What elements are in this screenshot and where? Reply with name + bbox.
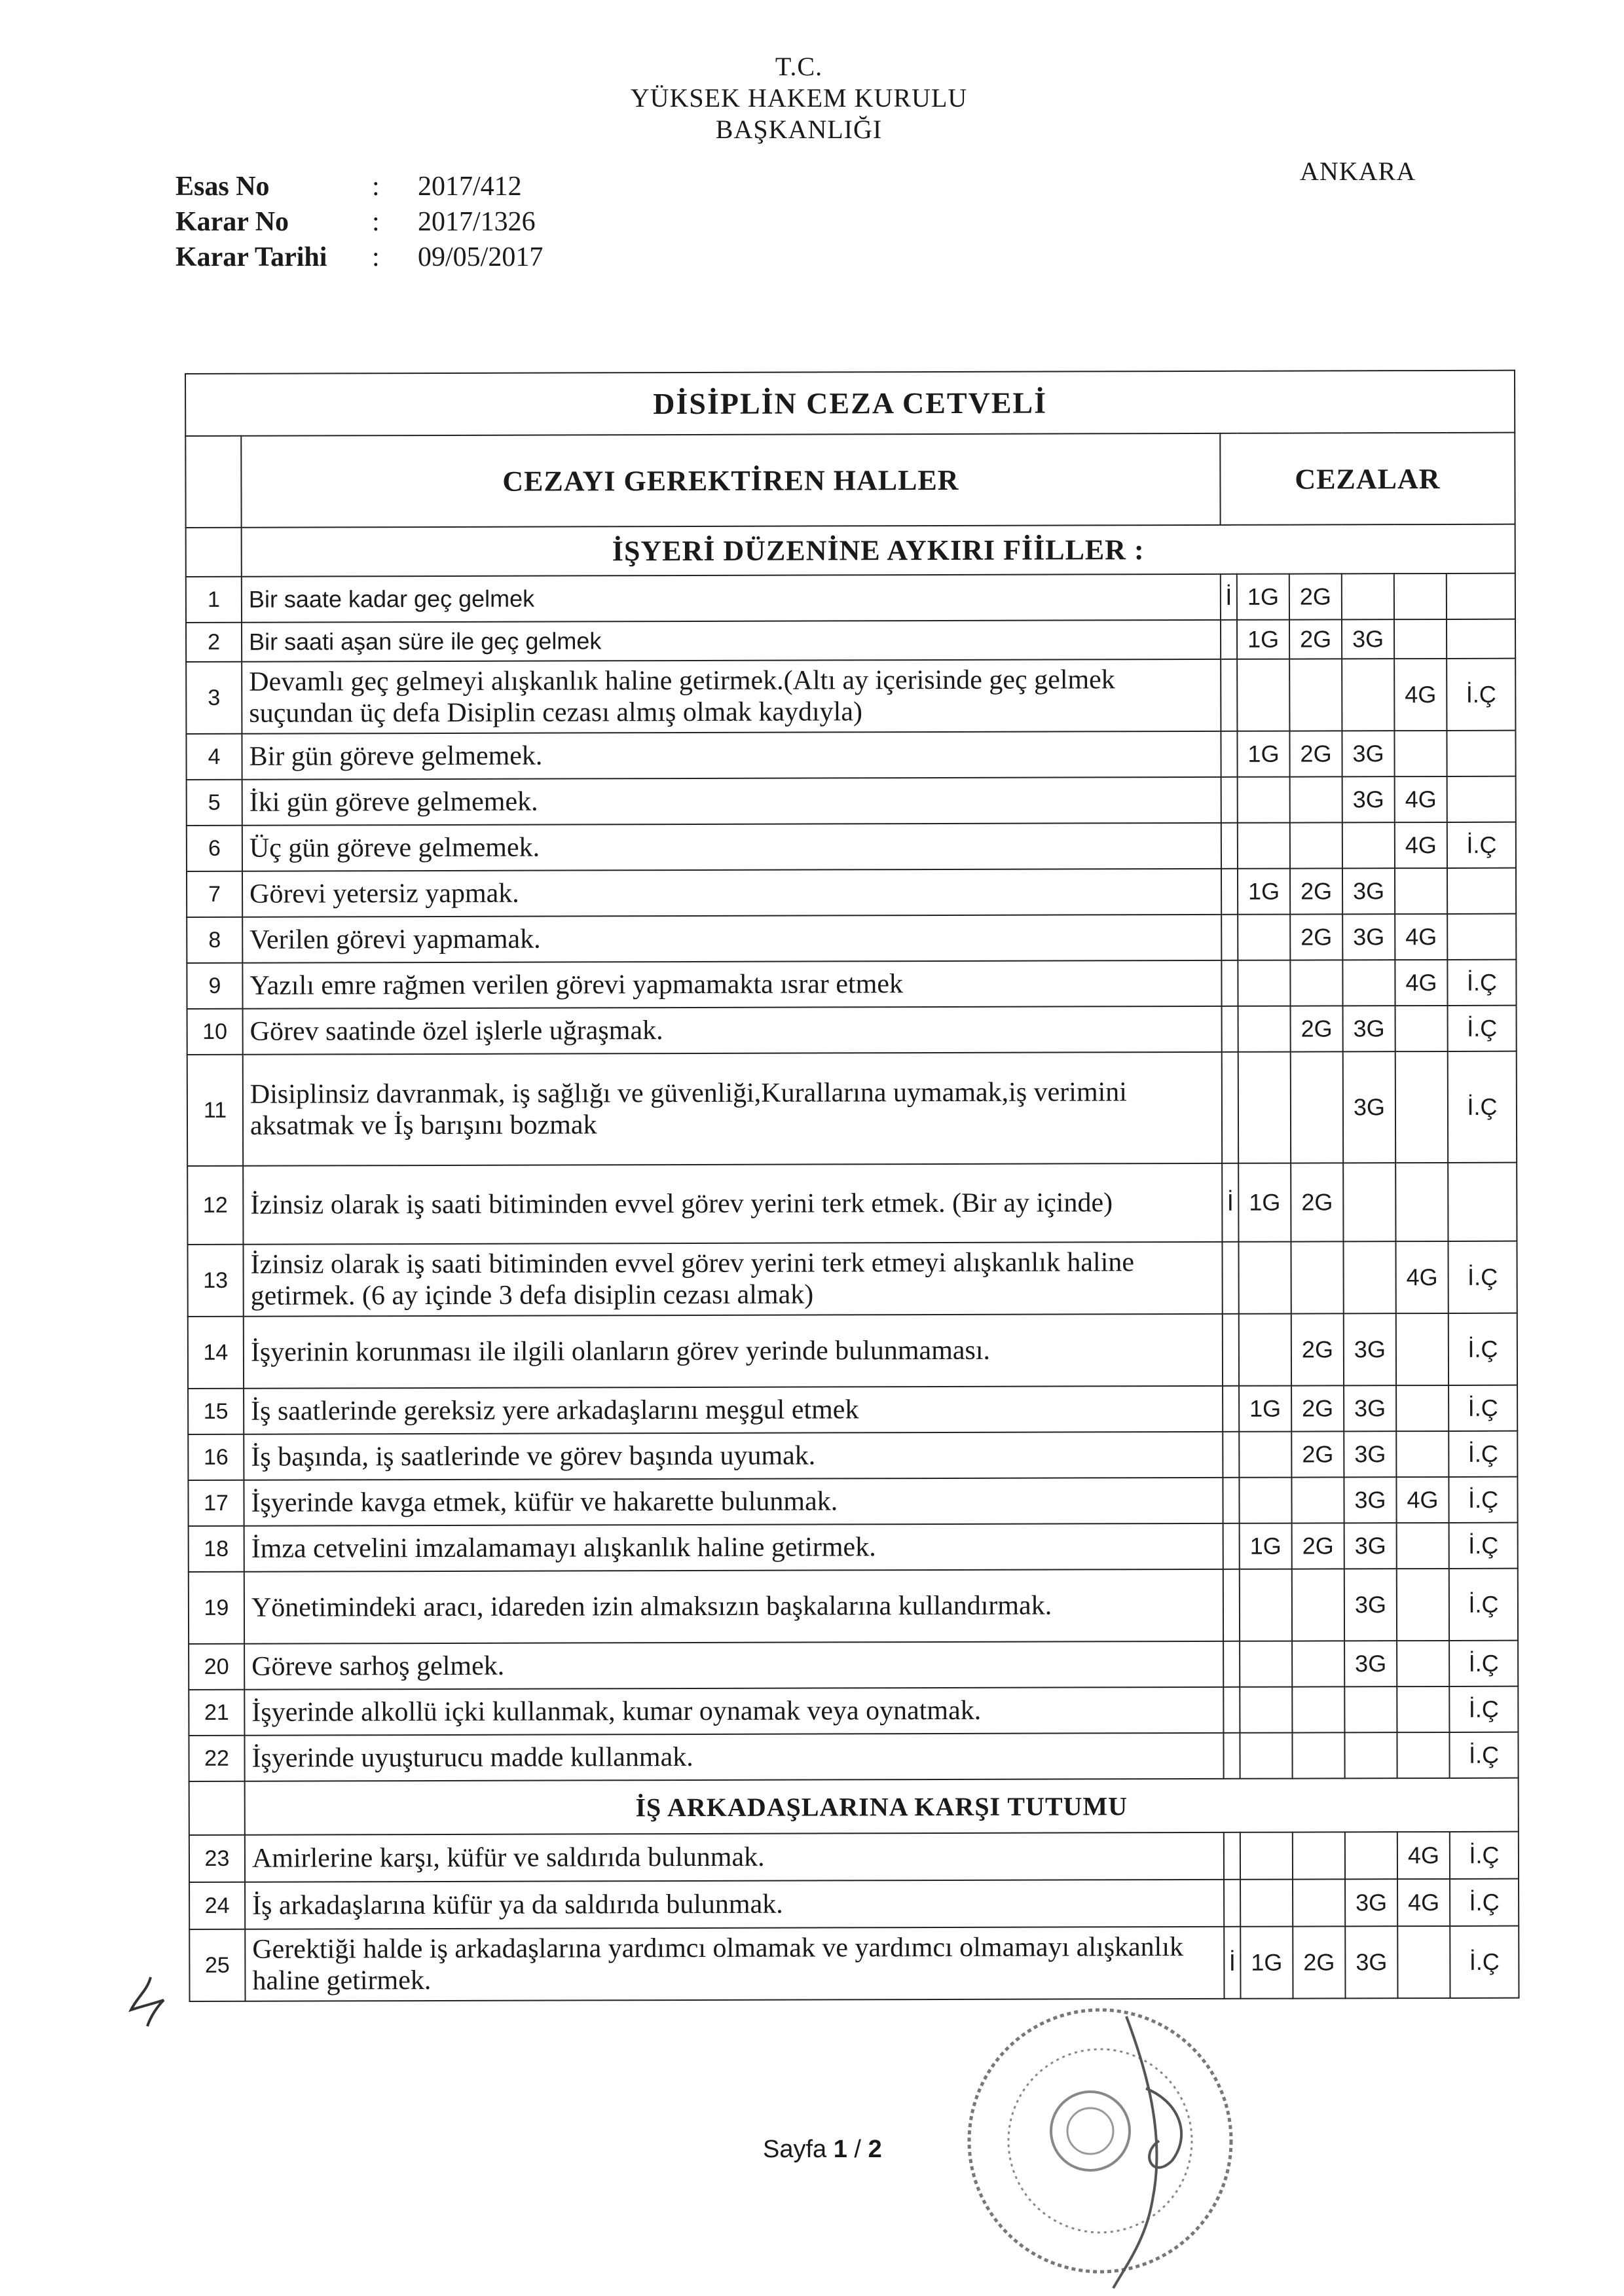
meta-label: Karar Tarihi [175,242,327,272]
penalty-cell [1397,1732,1449,1778]
section-title: İŞYERİ DÜZENİNE AYKIRI FİİLLER : [242,524,1515,577]
offense-text: Disiplinsiz davranmak, iş sağlığı ve güvenliği,Kurallarına uymamak,iş verimini aksatmak ve İş barışını bozmak [243,1052,1222,1166]
penalty-cell: İ [1222,1163,1238,1242]
penalty-cell [1291,1477,1344,1523]
meta-colon: : [372,242,380,272]
row-number: 4 [186,734,242,780]
penalty-cell: İ.Ç [1448,1241,1517,1313]
penalty-cell: 2G [1291,1313,1344,1385]
footer-prefix: Sayfa [763,2136,834,2163]
meta-row [175,204,543,240]
penalty-cell: 4G [1396,1477,1449,1523]
offense-text: Görevi yetersiz yapmak. [242,869,1221,917]
penalty-cell [1240,1569,1292,1641]
penalty-cell [1223,1569,1240,1641]
row-number: 12 [187,1166,243,1245]
row-number: 17 [188,1480,244,1526]
offense-text: Bir saate kadar geç gelmek [242,574,1221,623]
penalty-cell: 4G [1395,822,1447,868]
penalty-cell [1292,1732,1344,1778]
table-row [187,868,1516,917]
case-meta [175,169,543,275]
row-number: 25 [189,1929,245,2001]
row-number: 19 [189,1572,244,1644]
row-number: 1 [186,577,242,623]
penalty-cell: 3G [1342,868,1395,914]
penalty-cell: İ.Ç [1449,1477,1517,1523]
row-number: 11 [187,1055,243,1166]
row-number: 15 [188,1389,244,1434]
penalty-cell: 3G [1343,1051,1395,1163]
penalty-cell: İ.Ç [1449,1569,1518,1641]
table-row [189,1523,1518,1572]
meta-value: 2017/1326 [418,207,536,237]
footer-page: 1 [833,2136,847,2163]
offense-text: Amirlerine karşı, küfür ve saldırıda bulunmak. [245,1832,1224,1882]
offense-text: Yönetimindeki aracı, idareden izin almaksızın başkalarına kullandırmak. [244,1569,1223,1644]
penalty-cell: İ.Ç [1449,1523,1518,1569]
penalty-cell [1343,1163,1395,1241]
table-row [189,1641,1518,1690]
penalty-cell [1290,960,1342,1006]
penalty-cell [1224,1880,1240,1927]
penalty-cell: İ.Ç [1449,1641,1518,1686]
penalty-cell: 3G [1344,1569,1397,1641]
row-number: 13 [187,1245,243,1317]
penalty-cell [1238,1242,1291,1314]
row-number: 18 [189,1526,244,1572]
penalty-cell [1345,1832,1397,1879]
table-row [188,1385,1517,1434]
header-line-1: T.C. [775,52,823,81]
penalty-cell [1289,659,1342,731]
penalty-cell: 3G [1344,1641,1397,1686]
penalty-cell [1292,1686,1344,1732]
penalty-cell [1239,1432,1291,1478]
penalty-cell [1223,1687,1240,1733]
penalty-cell [1222,1006,1238,1052]
offense-text: Üç gün göreve gelmemek. [242,823,1221,871]
city: ANKARA [1300,156,1416,186]
meta-value: 2017/412 [418,172,522,202]
discipline-table [185,370,1520,2002]
penalty-cell [1240,1687,1292,1733]
penalty-cell [1222,1052,1238,1163]
table-row [186,619,1515,662]
penalty-cell [1394,619,1447,659]
offense-text: İmza cetvelini imzalamamayı alışkanlık haline getirmek. [244,1523,1223,1572]
penalty-cell: 2G [1290,868,1342,914]
meta-row [175,240,543,275]
penalty-cell: 4G [1395,960,1447,1006]
offense-text: Devamlı geç gelmeyi alışkanlık haline getirmek.(Altı ay içerisinde geç gelmek suçundan üç defa Disiplin cezası almış olmak kaydıyla) [242,659,1221,734]
penalty-cell: 3G [1345,1926,1397,1998]
penalty-cell [1223,1314,1239,1386]
penalty-cell [1223,1641,1240,1687]
offense-text: İşyerinde uyuşturucu madde kullanmak. [244,1733,1223,1781]
penalty-cell [1224,1832,1240,1880]
penalty-cell [1237,659,1289,731]
penalty-cell [1221,620,1237,659]
header-line-2: YÜKSEK HAKEM KURULU [630,83,968,113]
penalty-cell [1292,1641,1344,1686]
row-number: 16 [188,1434,244,1480]
row-number: 2 [186,623,242,662]
penalty-cell: İ.Ç [1449,1431,1517,1477]
penalty-cell [1448,1163,1517,1241]
table-header-row [185,433,1515,528]
penalty-cell: İ.Ç [1448,1006,1517,1051]
section-title: İŞ ARKADAŞLARINA KARŞI TUTUMU [245,1778,1519,1835]
penalty-cell [1342,822,1395,868]
penalty-cell [1239,1478,1291,1523]
row-number: 6 [187,826,242,871]
penalty-cell [1394,574,1447,619]
penalty-cell [1397,1926,1450,1998]
table-title-row [185,371,1515,436]
header-blank [185,436,241,528]
penalty-cell [1240,1733,1292,1779]
penalty-cell: 2G [1290,914,1342,960]
penalty-cell [1223,1733,1240,1779]
penalty-cell [1342,659,1394,731]
penalty-cell [1447,731,1515,776]
discipline-table-wrap [185,370,1519,2002]
table-row [187,1051,1517,1166]
offense-text: İşyerinin korunması ile ilgili olanların görev yerinde bulunmaması. [244,1314,1223,1389]
row-number: 22 [189,1736,244,1781]
penalty-cell: 1G [1238,1163,1291,1242]
row-number: 24 [189,1882,245,1929]
penalty-cell: 1G [1238,869,1290,915]
offense-text: Bir gün göreve gelmemek. [242,731,1221,780]
table-row [188,1477,1517,1526]
penalty-cell [1292,1569,1344,1641]
penalty-cell [1343,1241,1395,1313]
penalty-cell [1238,1006,1291,1052]
penalty-cell: 1G [1237,620,1289,659]
meta-row [175,169,543,204]
penalty-cell [1290,776,1342,822]
penalty-cell: 4G [1397,1879,1450,1926]
penalty-cell [1447,914,1516,960]
section-row [189,1778,1519,1835]
penalty-cell: İ.Ç [1450,1879,1519,1926]
meta-label: Karar No [175,207,289,237]
offense-text: Bir saati aşan süre ile geç gelmek [242,620,1221,662]
row-number: 23 [189,1835,245,1882]
table-row [189,1686,1518,1736]
header-right: CEZALAR [1220,433,1515,525]
penalty-cell [1394,731,1447,776]
offense-text: İki gün göreve gelmemek. [242,777,1221,826]
penalty-cell [1344,1686,1397,1732]
penalty-cell: 1G [1237,731,1289,777]
penalty-cell: 2G [1291,1163,1343,1241]
penalty-cell: 2G [1293,1926,1345,1998]
penalty-cell [1223,1386,1239,1432]
row-number: 10 [187,1009,243,1055]
penalty-cell [1447,776,1516,822]
table-row [186,731,1515,780]
penalty-cell [1221,960,1238,1006]
penalty-cell: İ.Ç [1449,1313,1517,1385]
offense-text: İşyerinde alkollü içki kullanmak, kumar oynamak veya oynatmak. [244,1687,1223,1736]
penalty-cell: İ [1224,1927,1240,1999]
penalty-cell: 2G [1291,1006,1343,1051]
penalty-cell: 4G [1395,914,1447,960]
penalty-cell [1396,1385,1449,1431]
table-row [189,1732,1518,1781]
penalty-cell [1238,915,1290,960]
penalty-cell [1447,574,1515,619]
penalty-cell [1447,619,1515,659]
offense-text: Verilen görevi yapmamak. [242,915,1221,963]
penalty-cell: 3G [1342,776,1395,822]
penalty-cell [1344,1732,1397,1778]
table-row [186,659,1515,734]
row-number: 5 [187,780,242,826]
header-left: CEZAYI GEREKTİREN HALLER [241,433,1220,528]
penalty-cell: 1G [1240,1523,1292,1569]
penalty-cell [1342,960,1395,1006]
penalty-cell: İ.Ç [1449,1686,1518,1732]
penalty-cell [1397,1686,1449,1732]
table-row [189,1879,1519,1929]
penalty-cell: 4G [1394,659,1447,731]
penalty-cell [1238,1052,1291,1163]
table-row [187,1163,1517,1245]
penalty-cell [1223,1478,1239,1523]
penalty-cell [1221,777,1238,823]
offense-text: İş saatlerinde gereksiz yere arkadaşlarını meşgul etmek [244,1386,1223,1434]
seal-stamp-icon [930,1990,1270,2291]
penalty-cell: 2G [1289,731,1342,776]
penalty-cell [1240,1832,1293,1880]
footer-sep: / [847,2136,868,2163]
penalty-cell: İ.Ç [1448,1051,1517,1163]
penalty-cell [1221,731,1237,777]
penalty-cell [1221,823,1238,869]
penalty-cell [1221,915,1238,960]
penalty-cell: 3G [1344,1431,1396,1477]
document-header [537,51,1061,145]
page-footer [763,2136,882,2164]
row-number: 20 [189,1644,244,1690]
meta-colon: : [372,172,380,202]
penalty-cell [1240,1880,1293,1927]
penalty-cell [1291,1241,1343,1313]
penalty-cell [1223,1432,1239,1478]
penalty-cell [1395,1006,1448,1051]
penalty-cell: 1G [1240,1927,1293,1999]
offense-text: Görev saatinde özel işlerle uğraşmak. [243,1006,1222,1055]
meta-colon: : [372,207,380,237]
penalty-cell: 3G [1343,1006,1395,1051]
penalty-cell: 2G [1289,574,1342,619]
penalty-cell [1397,1523,1449,1569]
table-row [187,1241,1517,1317]
penalty-cell: 1G [1237,574,1289,620]
penalty-cell: 2G [1291,1431,1344,1477]
section-row [186,524,1515,577]
penalty-cell: 3G [1344,1385,1396,1431]
penalty-cell [1223,1523,1240,1569]
table-row [187,1006,1517,1055]
penalty-cell [1397,1641,1449,1686]
penalty-cell [1238,960,1290,1006]
penalty-cell: 3G [1344,1523,1397,1569]
row-number: 7 [187,871,242,917]
offense-text: İzinsiz olarak iş saati bitiminden evvel görev yerini terk etmek. (Bir ay içinde) [243,1163,1222,1245]
penalty-cell [1395,1163,1448,1241]
section-blank [189,1781,245,1835]
penalty-cell: İ.Ç [1450,1832,1519,1879]
penalty-cell: İ.Ç [1447,822,1516,868]
penalty-cell [1240,1641,1292,1687]
penalty-cell [1395,868,1447,914]
penalty-cell [1447,868,1516,914]
table-row [188,1431,1517,1480]
penalty-cell: 2G [1289,619,1342,659]
penalty-cell: 1G [1239,1386,1291,1432]
row-number: 21 [189,1690,244,1736]
penalty-cell [1239,1314,1291,1386]
penalty-cell [1395,1051,1448,1163]
table-row [189,1569,1518,1644]
meta-label: Esas No [175,172,270,202]
row-number: 9 [187,963,242,1009]
penalty-cell [1238,823,1290,869]
section-blank [186,528,242,577]
penalty-cell: 3G [1344,1477,1396,1523]
penalty-cell [1238,777,1290,823]
penalty-cell: 4G [1395,1241,1448,1313]
header-line-3: BAŞKANLIĞI [715,115,883,144]
penalty-cell: 4G [1395,776,1447,822]
penalty-cell: İ.Ç [1449,1385,1517,1431]
offense-text: Göreve sarhoş gelmek. [244,1641,1223,1690]
offense-text: Gerektiği halde iş arkadaşlarına yardımcı olmamak ve yardımcı olmamayı alışkanlık haline getirmek. [245,1927,1224,2001]
penalty-cell [1397,1569,1449,1641]
table-row [186,574,1515,623]
offense-text: İşyerinde kavga etmek, küfür ve hakarette bulunmak. [244,1478,1223,1526]
penalty-cell [1342,574,1394,619]
penalty-cell: 4G [1397,1832,1450,1879]
penalty-cell: 2G [1292,1523,1344,1569]
penalty-cell [1291,1051,1343,1163]
table-title: DİSİPLİN CEZA CETVELİ [185,371,1515,436]
penalty-cell: 2G [1291,1385,1344,1431]
offense-text: Yazılı emre rağmen verilen görevi yapmamakta ısrar etmek [242,960,1221,1009]
table-row [189,1926,1519,2001]
row-number: 3 [186,662,242,734]
penalty-cell [1293,1879,1345,1926]
penalty-cell [1290,822,1342,868]
penalty-cell: İ [1221,574,1237,620]
offense-text: İzinsiz olarak iş saati bitiminden evvel görev yerini terk etmeyi alışkanlık haline getirmek. (6 ay içinde 3 defa disiplin cezası almak) [243,1242,1222,1317]
footer-total: 2 [868,2136,882,2163]
table-row [187,822,1516,871]
penalty-cell [1396,1313,1449,1385]
table-row [189,1832,1519,1882]
penalty-cell [1221,869,1238,915]
penalty-cell: 3G [1342,731,1394,776]
row-number: 14 [188,1317,244,1389]
penalty-cell: İ.Ç [1449,1732,1518,1778]
row-number: 8 [187,917,242,963]
table-row [187,960,1516,1009]
penalty-cell: 3G [1342,914,1395,960]
penalty-cell [1221,659,1237,731]
penalty-cell: İ.Ç [1447,960,1516,1006]
handwritten-initial-icon [124,1971,177,2030]
penalty-cell [1293,1832,1345,1879]
offense-text: İş başında, iş saatlerinde ve görev başında uyumak. [244,1432,1223,1480]
penalty-cell [1396,1431,1449,1477]
penalty-cell [1222,1242,1238,1314]
table-row [187,914,1516,963]
penalty-cell: 3G [1342,619,1394,659]
penalty-cell: 3G [1345,1879,1397,1926]
offense-text: İş arkadaşlarına küfür ya da saldırıda bulunmak. [245,1880,1224,1929]
meta-value: 09/05/2017 [418,242,544,272]
penalty-cell: İ.Ç [1447,659,1515,731]
penalty-cell: İ.Ç [1450,1926,1519,1998]
penalty-cell: 3G [1344,1313,1396,1385]
table-row [187,776,1516,826]
table-row [188,1313,1517,1389]
